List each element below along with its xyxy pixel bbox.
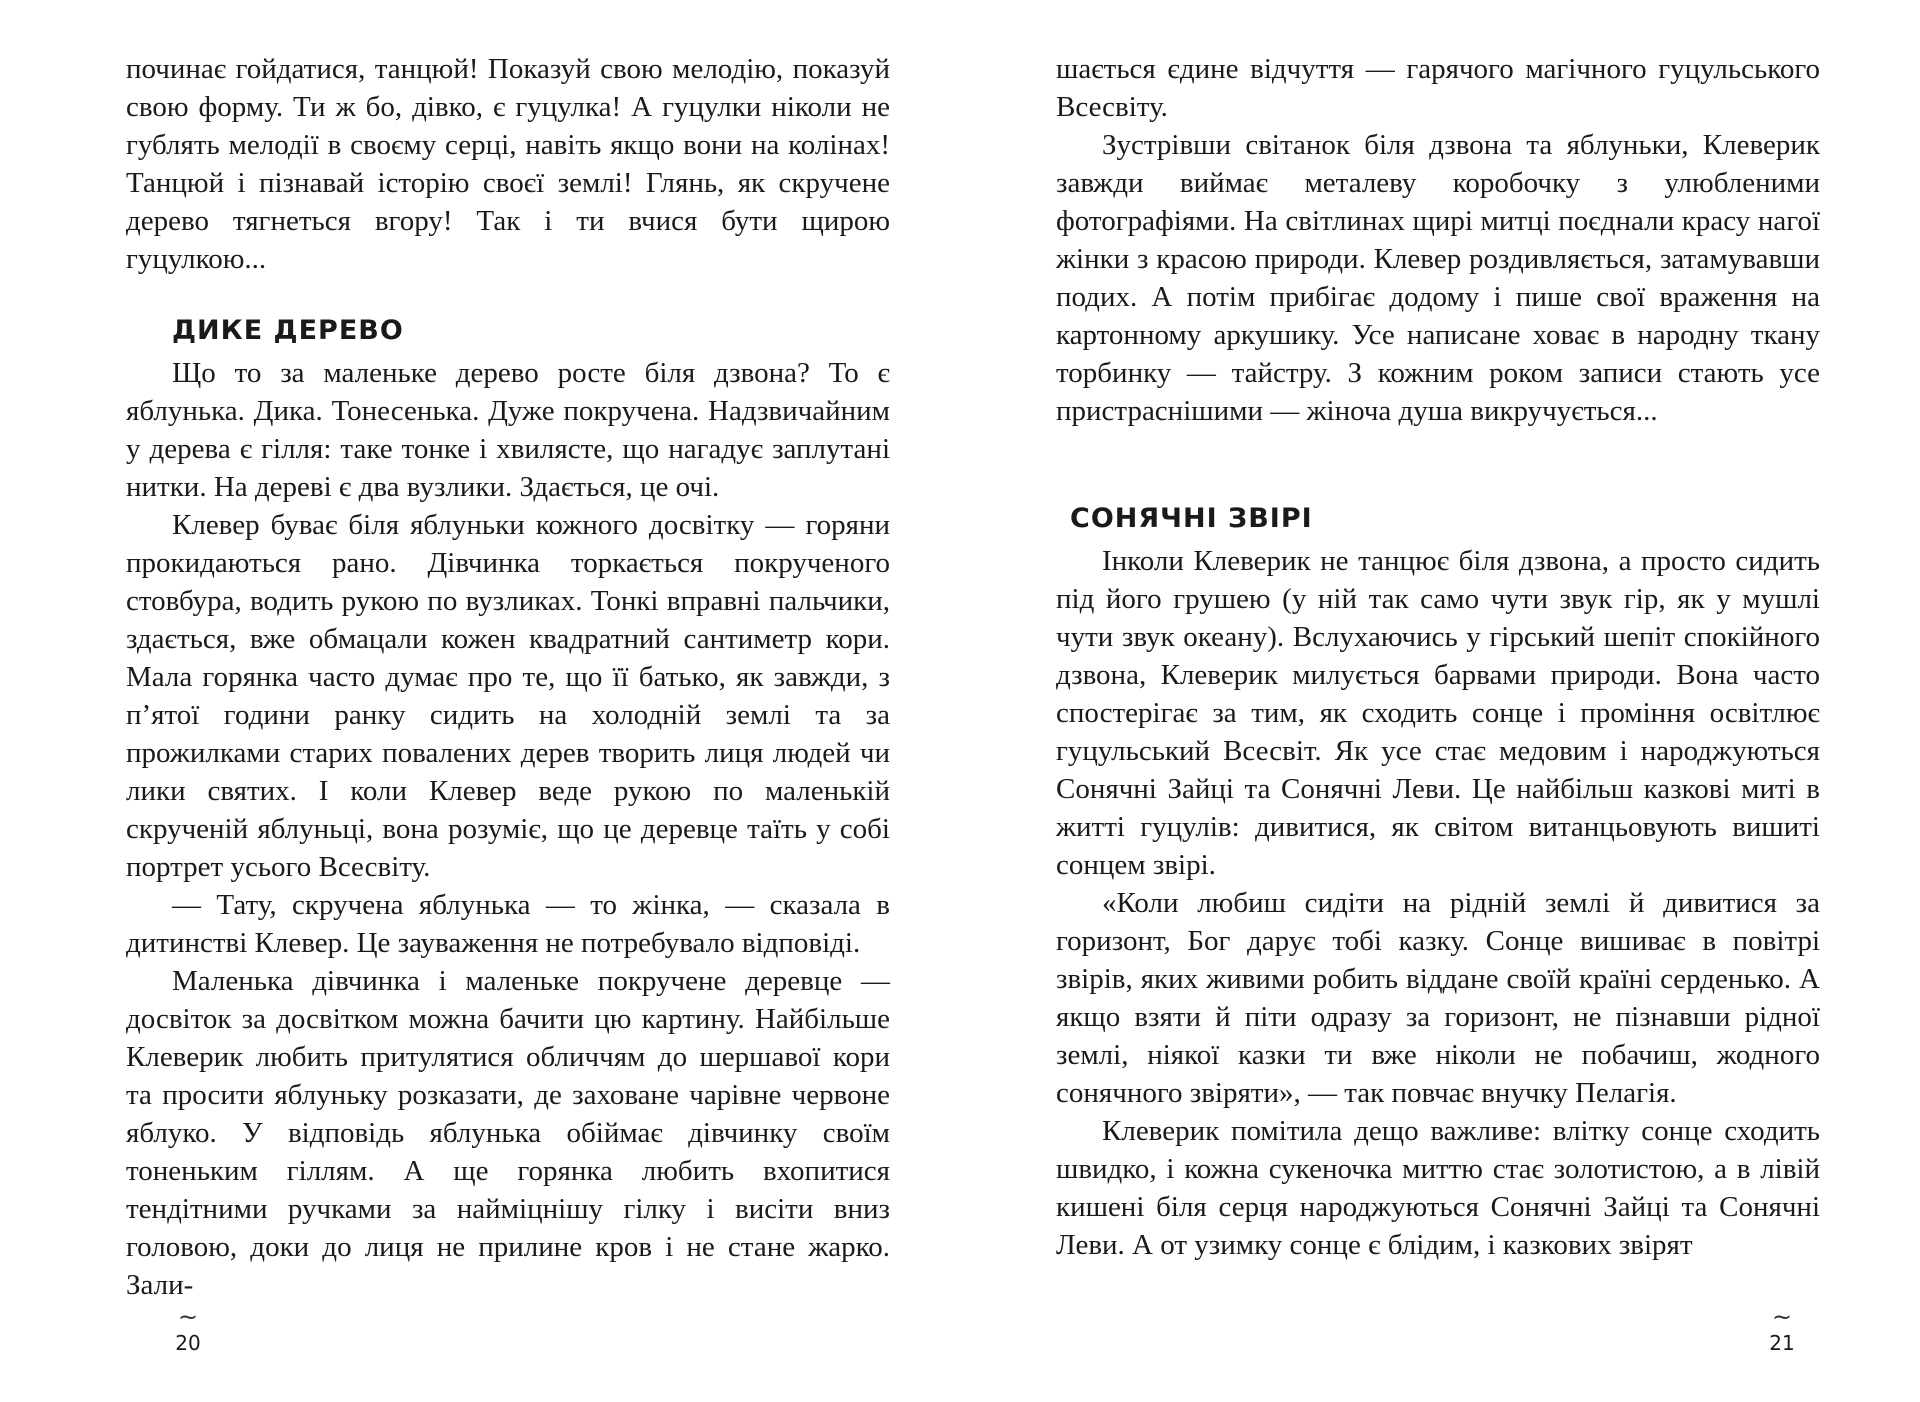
right-paragraph-1: Інколи Клеверик не танцює біля дзвона, а просто сидить під його грушею (у ній так само чути звук гір, як у мушлі чути звук океану). Вслухаючись у гірський шепіт спокійного дзвона, Клеверик милується барвами природи. Вона часто спостерігає за тим, як сходить сонце і проміння освітлює гуцульський Всесвіт. Як усе стає медовим і народжуються Сонячні Зайці та Сонячні Леви. Це найбільш казкові миті в житті гуцулів: дивитися, як світом витанцьовують вишиті сонцем звірі. — [1056, 545, 1820, 881]
right-paragraph-2: «Коли любиш сидіти на рідній землі й дивитися за горизонт, Бог дарує тобі казку. Сонце вишиває в повітрі звірів, яких живими робить віддане своїй країні серденько. А якщо взяти й піти одразу за горизонт, не пізнавши рідної землі, ніякої казки ти вже ніколи не побачиш, жодного сонячного звіряти», — так повчає внучку Пелагія. — [1056, 887, 1820, 1109]
left-opening-text — [126, 50, 890, 278]
left-paragraph-3: — Тату, скручена яблунька — то жінка, — сказала в дитинстві Клевер. Це зауваження не потребувало відповіді. — [126, 889, 890, 959]
right-opening-text — [1056, 50, 1820, 430]
right-page-number: 21 — [1769, 1331, 1795, 1355]
left-opening-paragraph: починає гойдатися, танцюй! Показуй свою мелодію, показуй свою форму. Ти ж бо, дівко, є гуцулка! А гуцулки ніколи не гублять мелодії в своєму серці, навіть якщо вони на колінах! Танцюй і пізнавай історію своєї землі! Глянь, як скручене дерево тягнеться вгору! Так і ти вчися бути щирою гуцулкою... — [126, 53, 890, 275]
left-paragraph-4: Маленька дівчинка і маленьке покручене деревце — досвіток за досвітком можна бачити цю картину. Найбільше Клеверик любить притулятися обличчям до шершавої кори та просити яблуньку розказати, де заховане чарівне червоне яблуко. У відповідь яблунька обіймає дівчинку своїм тоненьким гіллям. А ще горянка любить вхопитися тендітними ручками за найміцнішу гілку і висіти вниз головою, доки до лиця не прилине кров і не стане жарко. Зали- — [126, 965, 890, 1301]
right-page — [960, 0, 1920, 1402]
left-paragraph-2: Клевер буває біля яблуньки кожного досвітку — горяни прокидаються рано. Дівчинка торкається покрученого стовбура, водить рукою по вузликах. Тонкі вправні пальчики, здається, вже обмацали кожен квадратний сантиметр кори. Мала горянка часто думає про те, що її батько, як завжди, з п’ятої години ранку сидить на холодній землі та за прожилками старих повалених дерев творить лиця людей чи лики святих. І коли Клевер веде рукою по маленькій скрученій яблуньці, вона розуміє, що це деревце таїть у собі портрет усього Всесвіту. — [126, 509, 890, 883]
right-section-text — [1056, 542, 1820, 1264]
left-section-text — [126, 354, 890, 1304]
left-page-number: 20 — [175, 1331, 201, 1355]
left-folio-ornament: ~ — [177, 1303, 199, 1331]
left-paragraph-1: Що то за маленьке дерево росте біля дзвона? То є яблунька. Дика. Тонесенька. Дуже покручена. Надзвичайним у дерева є гілля: таке тонке і хвилясте, що нагадує заплутані нитки. На дереві є два вузлики. Здається, це очі. — [126, 357, 890, 503]
right-folio-ornament: ~ — [1771, 1303, 1793, 1331]
right-paragraph-top-1: Зустрівши світанок біля дзвона та яблуньки, Клеверик завжди виймає металеву коробочку з улюбленими фотографіями. На світлинах щирі митці поєднали красу нагої жінки з красою природи. Клевер роздивляється, затамувавши подих. А потім прибігає додому і пише свої враження на картонному аркушику. Усе написане ховає в народну ткану торбинку — тайстру. З кожним роком записи стають усе пристраснішими — жіноча душа викручується... — [1056, 129, 1820, 427]
section-heading-wild-tree: ДИКЕ ДЕРЕВО — [172, 315, 404, 346]
section-heading-sun-beasts: СОНЯЧНІ ЗВІРІ — [1070, 503, 1313, 534]
right-paragraph-3: Клеверик помітила дещо важливе: влітку сонце сходить швидко, і кожна сукеночка миттю стає золотистою, а в лівій кишені біля серця народжуються Сонячні Зайці та Сонячні Леви. А от узимку сонце є блідим, і казкових звірят — [1056, 1115, 1820, 1261]
right-opening-paragraph: шається єдине відчуття — гарячого магічного гуцульського Всесвіту. — [1056, 53, 1820, 123]
